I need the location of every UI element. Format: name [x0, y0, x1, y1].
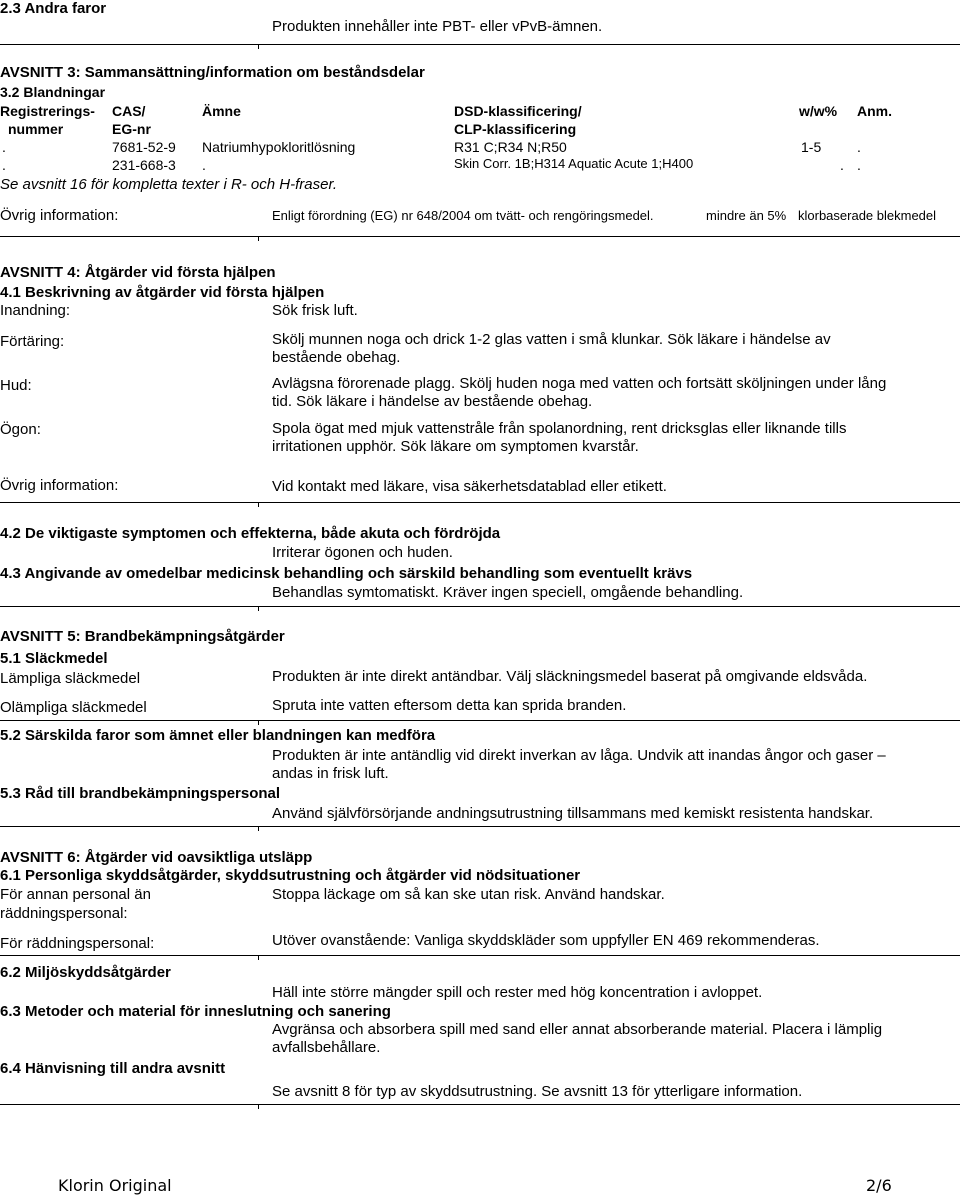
first-aid-label-inhalation: Inandning: — [0, 302, 71, 319]
table-header-reg: Registrerings- — [0, 103, 95, 119]
section-divider — [0, 236, 960, 237]
subsection-4-2-title: 4.2 De viktigaste symptomen och effekterna, både akuta och fördröjda — [0, 525, 501, 542]
section-4-title: AVSNITT 4: Åtgärder vid första hjälpen — [0, 264, 276, 281]
subsection-5-2-text: Produkten är inte antändlig vid direkt inverkan av låga. Undvik att inandas ångor och gaser – — [272, 747, 886, 764]
divider-tick — [258, 955, 259, 960]
non-emergency-text: Stoppa läckage om så kan ske utan risk. Använd handskar. — [272, 886, 665, 903]
section-divider — [0, 1104, 960, 1105]
table-cell-reg: . — [2, 157, 6, 173]
table-cell-note: . — [857, 139, 861, 155]
table-cell-substance: Natriumhypokloritlösning — [202, 139, 356, 155]
emergency-responders-text: Utöver ovanstående: Vanliga skyddskläder som uppfyller EN 469 rekommenderas. — [272, 932, 820, 949]
first-aid-text-eyes: irritationen upphör. Sök läkare om symptomen kvarstår. — [272, 438, 639, 455]
table-cell-cas: 7681-52-9 — [112, 139, 176, 155]
divider-tick — [258, 606, 259, 611]
table-cell-reg: . — [2, 139, 6, 155]
table-cell-ww: 1-5 — [801, 139, 822, 155]
first-aid-label-ingestion: Förtäring: — [0, 333, 65, 350]
see-section-16-note: Se avsnitt 16 för kompletta texter i R- och H-fraser. — [0, 176, 338, 193]
table-cell-classification: R31 C;R34 N;R50 — [454, 139, 567, 155]
section-divider — [0, 606, 960, 607]
section-divider — [0, 44, 960, 45]
table-header-ww: w/w% — [799, 103, 838, 119]
section-divider — [0, 955, 960, 956]
subsection-6-2-text: Häll inte större mängder spill och rester med hög koncentration i avloppet. — [272, 984, 763, 1001]
divider-tick — [258, 44, 259, 49]
subsection-4-1-title: 4.1 Beskrivning av åtgärder vid första hjälpen — [0, 284, 325, 301]
suitable-media-label: Lämpliga släckmedel — [0, 670, 141, 687]
table-header-note: Anm. — [857, 103, 892, 119]
table-cell-note: . — [857, 157, 861, 173]
footer-page-number: 2/6 — [866, 1176, 892, 1195]
subsection-6-4-title: 6.4 Hänvisning till andra avsnitt — [0, 1060, 226, 1077]
other-info-text: Enligt förordning (EG) nr 648/2004 om tvätt- och rengöringsmedel. — [272, 208, 654, 223]
section-5-title: AVSNITT 5: Brandbekämpningsåtgärder — [0, 628, 285, 645]
first-aid-text-ingestion: Skölj munnen noga och drick 1-2 glas vatten i små klunkar. Sök läkare i händelse av — [272, 331, 831, 348]
first-aid-text-ingestion: bestående obehag. — [272, 349, 401, 366]
subsection-6-2-title: 6.2 Miljöskyddsåtgärder — [0, 964, 171, 981]
other-info-label: Övrig information: — [0, 207, 119, 224]
divider-tick — [258, 502, 259, 507]
section-divider — [0, 720, 960, 721]
subsection-5-3-title: 5.3 Råd till brandbekämpningspersonal — [0, 785, 281, 802]
suitable-media-text: Produkten är inte direkt antändbar. Välj släckningsmedel baserat på omgivande eldsvåda. — [272, 668, 868, 685]
emergency-responders-label: För räddningspersonal: — [0, 935, 155, 952]
subsection-5-1-title: 5.1 Släckmedel — [0, 650, 108, 667]
section-6-title: AVSNITT 6: Åtgärder vid oavsiktliga utsläpp — [0, 849, 313, 866]
subsection-4-3-text: Behandlas symtomatiskt. Kräver ingen speciell, omgående behandling. — [272, 584, 744, 601]
first-aid-label-skin: Hud: — [0, 377, 32, 394]
table-cell-cas: 231-668-3 — [112, 157, 176, 173]
first-aid-text-inhalation: Sök frisk luft. — [272, 302, 358, 319]
divider-tick — [258, 720, 259, 725]
footer-product-name: Klorin Original — [58, 1176, 172, 1195]
subsection-6-3-title: 6.3 Metoder och material för inneslutning och sanering — [0, 1003, 391, 1020]
first-aid-text-other: Vid kontakt med läkare, visa säkerhetsdatablad eller etikett. — [272, 478, 667, 495]
subsection-6-1-title: 6.1 Personliga skyddsåtgärder, skyddsutrustning och åtgärder vid nödsituationer — [0, 867, 581, 884]
subsection-6-3-text: Avgränsa och absorbera spill med sand eller annat absorberande material. Placera i lämplig — [272, 1021, 883, 1038]
non-emergency-label: räddningspersonal: — [0, 905, 128, 922]
table-cell-classification: Skin Corr. 1B;H314 Aquatic Acute 1;H400 — [454, 156, 694, 171]
table-cell-ww: . — [840, 157, 844, 173]
divider-tick — [258, 236, 259, 241]
divider-tick — [258, 1104, 259, 1109]
first-aid-label-other: Övrig information: — [0, 477, 119, 494]
other-info-text: klorbaserade blekmedel — [798, 208, 937, 223]
table-cell-substance: . — [202, 157, 206, 173]
table-header-classification: DSD-klassificering/ — [454, 103, 582, 119]
subsection-5-2-text: andas in frisk luft. — [272, 765, 389, 782]
unsuitable-media-text: Spruta inte vatten eftersom detta kan sprida branden. — [272, 697, 627, 714]
subsection-3-2-title: 3.2 Blandningar — [0, 84, 106, 100]
table-header-classification: CLP-klassificering — [454, 121, 577, 137]
subsection-4-3-title: 4.3 Angivande av omedelbar medicinsk behandling och särskild behandling som eventuellt krävs — [0, 565, 693, 582]
subsection-4-2-text: Irriterar ögonen och huden. — [272, 544, 453, 561]
divider-tick — [258, 826, 259, 831]
non-emergency-label: För annan personal än — [0, 886, 151, 903]
subsection-5-3-text: Använd självförsörjande andningsutrustning tillsammans med kemiskt resistenta handskar. — [272, 805, 874, 822]
unsuitable-media-label: Olämpliga släckmedel — [0, 699, 147, 716]
table-header-substance: Ämne — [202, 103, 241, 119]
section-3-title: AVSNITT 3: Sammansättning/information om beståndsdelar — [0, 64, 425, 81]
section-divider — [0, 826, 960, 827]
table-header-cas: CAS/ — [112, 103, 146, 119]
table-header-cas: EG-nr — [112, 121, 151, 137]
first-aid-text-skin: tid. Sök läkare i händelse av bestående obehag. — [272, 393, 593, 410]
first-aid-label-eyes: Ögon: — [0, 421, 41, 438]
subsection-5-2-title: 5.2 Särskilda faror som ämnet eller blandningen kan medföra — [0, 727, 436, 744]
other-info-text: mindre än 5% — [706, 208, 787, 223]
subsection-6-4-text: Se avsnitt 8 för typ av skyddsutrustning. Se avsnitt 13 för ytterligare information. — [272, 1083, 803, 1100]
other-hazards-text: Produkten innehåller inte PBT- eller vPvB-ämnen. — [272, 18, 603, 35]
section-heading: 2.3 Andra faror — [0, 0, 107, 17]
first-aid-text-skin: Avlägsna förorenade plagg. Skölj huden noga med vatten och fortsätt sköljningen under lång — [272, 375, 887, 392]
table-header-reg: nummer — [8, 121, 64, 137]
first-aid-text-eyes: Spola ögat med mjuk vattenstråle från spolanordning, rent dricksglas eller liknande tills — [272, 420, 847, 437]
section-divider — [0, 502, 960, 503]
subsection-6-3-text: avfallsbehållare. — [272, 1039, 381, 1056]
